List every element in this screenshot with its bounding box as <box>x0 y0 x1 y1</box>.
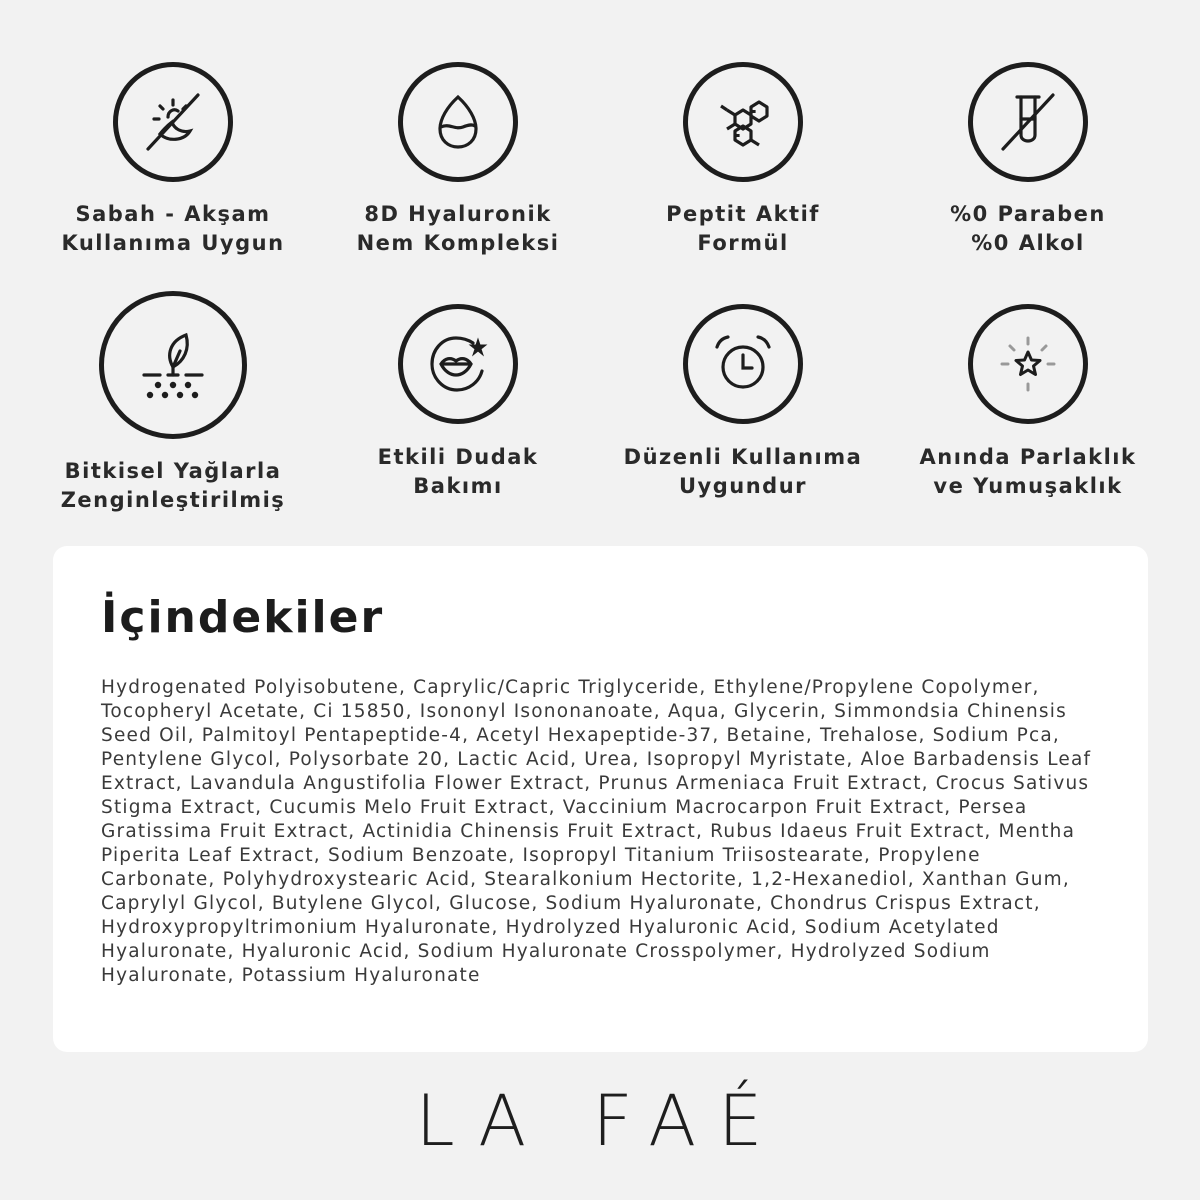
lips-care-icon <box>398 304 518 424</box>
feature-label: Etkili Dudak Bakımı <box>377 445 539 498</box>
hyaluronic-drop-icon <box>398 62 518 182</box>
feature-label: %0 Paraben %0 Alkol <box>950 202 1106 255</box>
feature-label: Sabah - Akşam Kullanıma Uygun <box>61 202 285 255</box>
features-grid <box>0 0 1200 540</box>
feature-label: Peptit Aktif Formül <box>666 202 820 255</box>
feature-label: 8D Hyaluronik Nem Kompleksi <box>356 202 560 255</box>
ingredients-title: İçindekiler <box>101 592 385 643</box>
feature-label: Anında Parlaklık ve Yumuşaklık <box>919 445 1137 498</box>
sun-moon-icon <box>113 62 233 182</box>
brand-logo: LA FAÉ <box>415 1080 785 1162</box>
no-paraben-alcohol-icon <box>968 62 1088 182</box>
feature-label: Düzenli Kullanıma Uygundur <box>623 445 863 498</box>
sparkle-star-icon <box>968 304 1088 424</box>
ingredients-card <box>53 546 1148 1052</box>
alarm-clock-icon <box>683 304 803 424</box>
plant-oil-icon <box>99 291 247 439</box>
ingredients-list: Hydrogenated Polyisobutene, Caprylic/Capric Triglyceride, Ethylene/Propylene Copolymer, Tocopheryl Acetate, Ci 15850, Isononyl Isononanoate, Aqua, Glycerin, Simmondsia Chinensis Seed Oil, Palmitoyl Pentapeptide-4, Acetyl Hexapeptide-37, Betaine, Trehalose, Sodium Pca, Pentylene Glycol, Polysorbate 20, Lactic Acid, Urea, Isopropyl Myristate, Aloe Barbadensis Leaf Extract, Lavandula Angustifolia Flower Extract, Prunus Armeniaca Fruit Extract, Crocus Sativus Stigma Extract, Cucumis Melo Fruit Extract, Vaccinium Macrocarpon Fruit Extract, Persea Gratissima Fruit Extract, Actinidia Chinensis Fruit Extract, Rubus Idaeus Fruit Extract, Mentha Piperita Leaf Extract, Sodium Benzoate, Isopropyl Titanium Triisostearate, Propylene Carbonate, Polyhydroxystearic Acid, Stearalkonium Hectorite, 1,2-Hexanediol, Xanthan Gum, Caprylyl Glycol, Butylene Glycol, Glucose, Sodium Hyaluronate, Chondrus Crispus Extract, Hydroxypropyltrimonium Hyaluronate, Hydrolyzed Hyaluronic Acid, Sodium Acetylated Hyaluronate, Hyaluronic Acid, Sodium Hyaluronate Crosspolymer, Hydrolyzed Sodium Hyaluronate, Potassium Hyaluronate <box>101 677 1092 986</box>
molecule-icon <box>683 62 803 182</box>
feature-label: Bitkisel Yağlarla Zenginleştirilmiş <box>60 459 286 512</box>
